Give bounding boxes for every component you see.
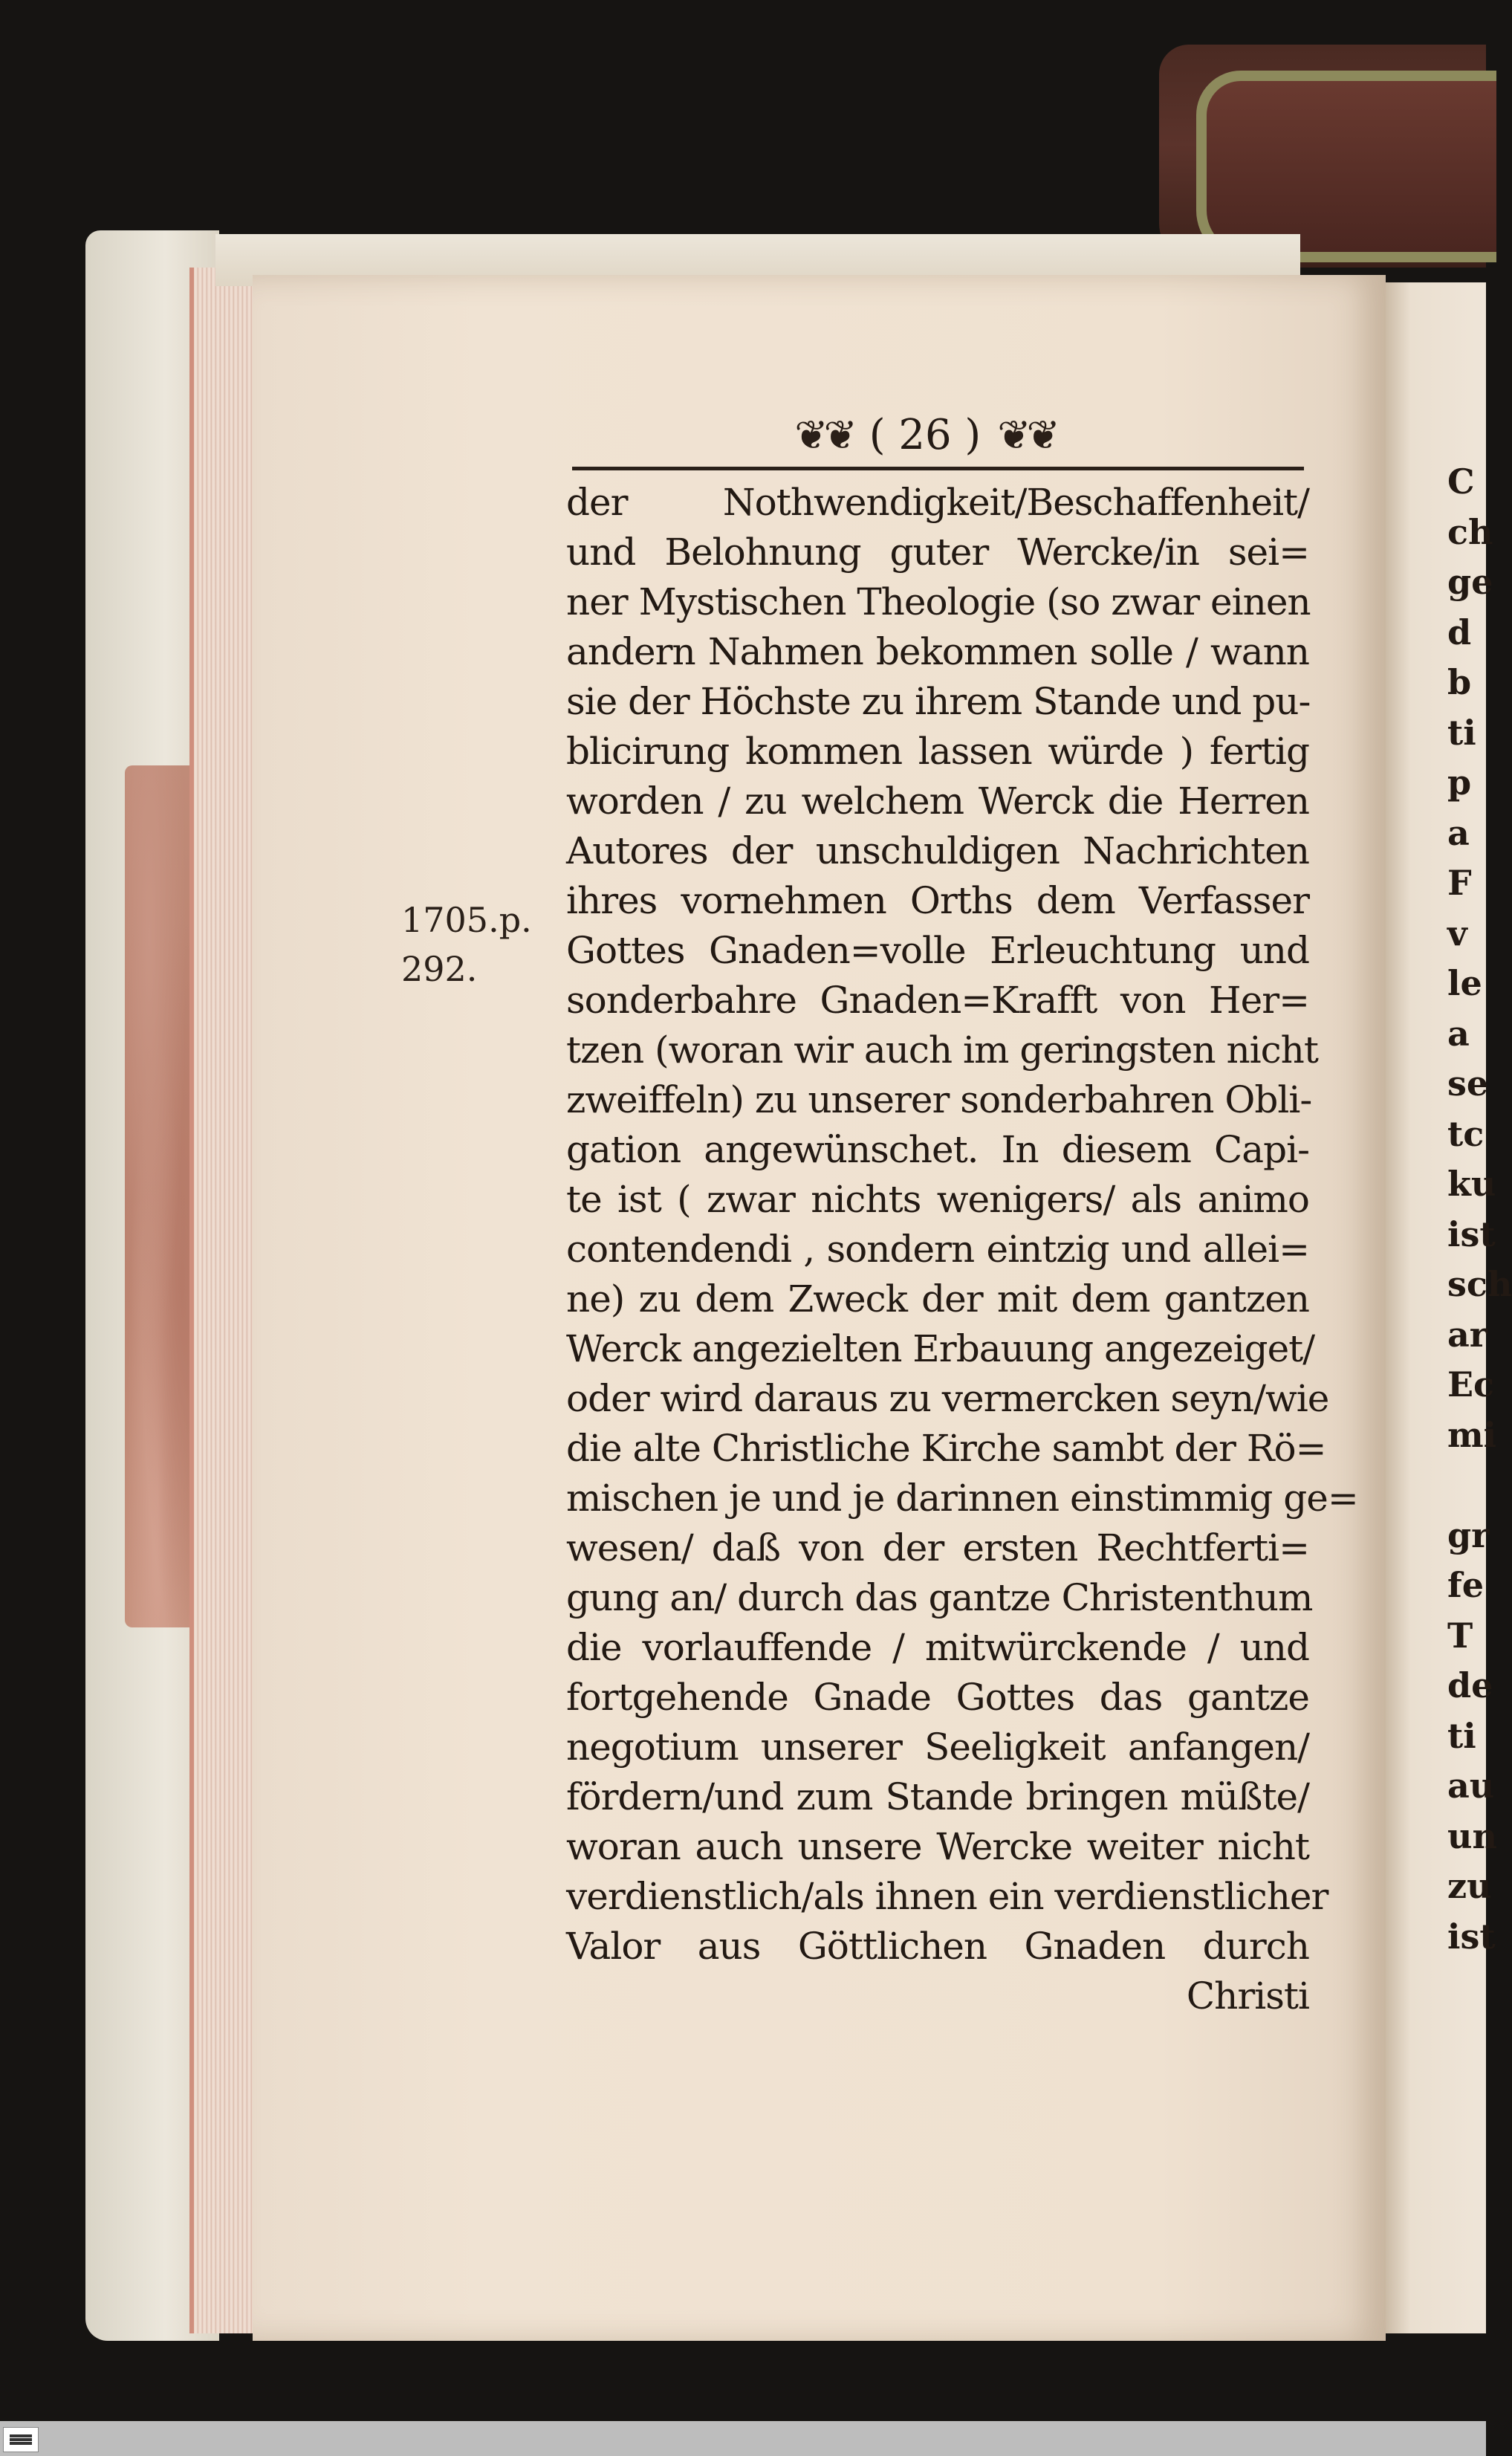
page-header xyxy=(769,405,1081,464)
right-page-fragment: de xyxy=(1447,1665,1493,1705)
text-line: zweiffeln) zu unserer sonderbahren Obli- xyxy=(566,1078,1312,1121)
text-line: blicirung kommen lassen würde ) fertig xyxy=(566,730,1309,773)
text-line: andern Nahmen bekommen solle / wann xyxy=(566,630,1309,673)
text-line: ner Mystischen Theologie (so zwar einen xyxy=(566,580,1311,623)
text-line: oder wird daraus zu vermercken seyn/wie xyxy=(566,1377,1329,1420)
margin-note xyxy=(401,895,557,994)
text-line: Valor aus Göttlichen Gnaden durch xyxy=(566,1925,1309,1968)
right-page-fragment: Ec xyxy=(1447,1364,1495,1404)
header-rule xyxy=(572,467,1304,470)
right-page-fragment: un xyxy=(1447,1815,1497,1856)
text-line: Werck angezielten Erbauung angezeiget/ xyxy=(566,1327,1315,1370)
text-line: der Nothwendigkeit/Beschaffenheit/ xyxy=(566,481,1309,524)
text-line: worden / zu welchem Werck die Herren xyxy=(566,780,1309,823)
text-line: te ist ( zwar nichts wenigers/ als animo xyxy=(566,1178,1309,1221)
right-page-fragment: au xyxy=(1447,1766,1495,1806)
viewer-bottom-bar xyxy=(0,2421,1486,2456)
right-page-fragment: zu xyxy=(1447,1866,1492,1906)
page-number: ( 26 ) xyxy=(869,410,981,459)
text-line: sonderbahre Gnaden=Krafft von Her= xyxy=(566,979,1309,1022)
right-page-fragment: b xyxy=(1447,662,1472,702)
text-line: gung an/ durch das gantze Christenthum xyxy=(566,1576,1313,1619)
right-page-fragment: v xyxy=(1447,913,1467,953)
right-page-fragment: d xyxy=(1447,612,1472,652)
right-page-fragment: ti xyxy=(1447,712,1476,753)
right-page-fragment: ar xyxy=(1447,1314,1488,1355)
text-line: fortgehende Gnade Gottes das gantze xyxy=(566,1676,1309,1719)
right-page-fragment: fe xyxy=(1447,1565,1485,1605)
right-page-fragment: ch xyxy=(1447,511,1493,552)
text-line: die vorlauffende / mitwürckende / und xyxy=(566,1626,1309,1669)
text-line: negotium unserer Seeligkeit anfangen/ xyxy=(566,1726,1309,1769)
right-page-fragment: se xyxy=(1447,1063,1489,1104)
text-line: mischen je und je darinnen einstimmig ge= xyxy=(566,1477,1358,1520)
right-page-fragment xyxy=(1447,1460,1486,1511)
text-line: Gottes Gnaden=volle Erleuchtung und xyxy=(566,929,1309,972)
right-page-text xyxy=(1447,457,1512,1962)
text-line: gation angewünschet. In diesem Capi- xyxy=(566,1128,1309,1171)
text-line: und Belohnung guter Wercke/in sei= xyxy=(566,531,1309,574)
right-page-fragment: ku xyxy=(1447,1164,1496,1204)
right-page-fragment: tc xyxy=(1447,1113,1485,1154)
catchword: Christi xyxy=(1186,1974,1309,2018)
right-page-fragment: mi xyxy=(1447,1414,1497,1455)
text-line: fördern/und zum Stande bringen müßte/ xyxy=(566,1775,1309,1818)
right-page-fragment: F xyxy=(1447,863,1472,903)
right-page-fragment: a xyxy=(1447,812,1470,853)
text-line: wesen/ daß von der ersten Rechtferti= xyxy=(566,1526,1309,1569)
text-line: sie der Höchste zu ihrem Stande und pu- xyxy=(566,680,1311,723)
right-page-fragment: C xyxy=(1447,461,1475,502)
right-page-fragment: gr xyxy=(1447,1514,1490,1555)
ornament-left-icon: ❦❦ xyxy=(794,411,853,459)
right-page-fragment: a xyxy=(1447,1013,1470,1054)
right-page-fragment: sch xyxy=(1447,1264,1512,1304)
right-page-fragment: ge xyxy=(1447,562,1493,602)
body-text xyxy=(566,478,1358,2021)
margin-note-line: 1705.p. xyxy=(401,900,532,940)
right-page-fragment: ist xyxy=(1447,1214,1496,1254)
text-line: verdienstlich/als ihnen ein verdienstlicher xyxy=(566,1875,1328,1918)
text-line: tzen (woran wir auch im geringsten nicht xyxy=(566,1028,1318,1072)
text-line: Autores der unschuldigen Nachrichten xyxy=(566,829,1309,872)
text-line: woran auch unsere Wercke weiter nicht xyxy=(566,1825,1309,1868)
text-line: die alte Christliche Kirche sambt der Rö= xyxy=(566,1427,1326,1470)
right-page-fragment: p xyxy=(1447,762,1472,803)
library-logo-icon xyxy=(3,2427,39,2452)
text-line: ne) zu dem Zweck der mit dem gantzen xyxy=(566,1277,1309,1321)
right-page-fragment: ti xyxy=(1447,1715,1476,1756)
right-page-fragment: ist xyxy=(1447,1916,1496,1957)
ornament-right-icon: ❦❦ xyxy=(997,411,1056,459)
text-line: contendendi , sondern eintzig und allei= xyxy=(566,1228,1309,1271)
text-line: ihres vornehmen Orths dem Verfasser xyxy=(566,879,1309,922)
right-page-fragment: le xyxy=(1447,963,1482,1003)
right-page-fragment: T xyxy=(1447,1615,1473,1656)
margin-note-line: 292. xyxy=(401,949,478,989)
